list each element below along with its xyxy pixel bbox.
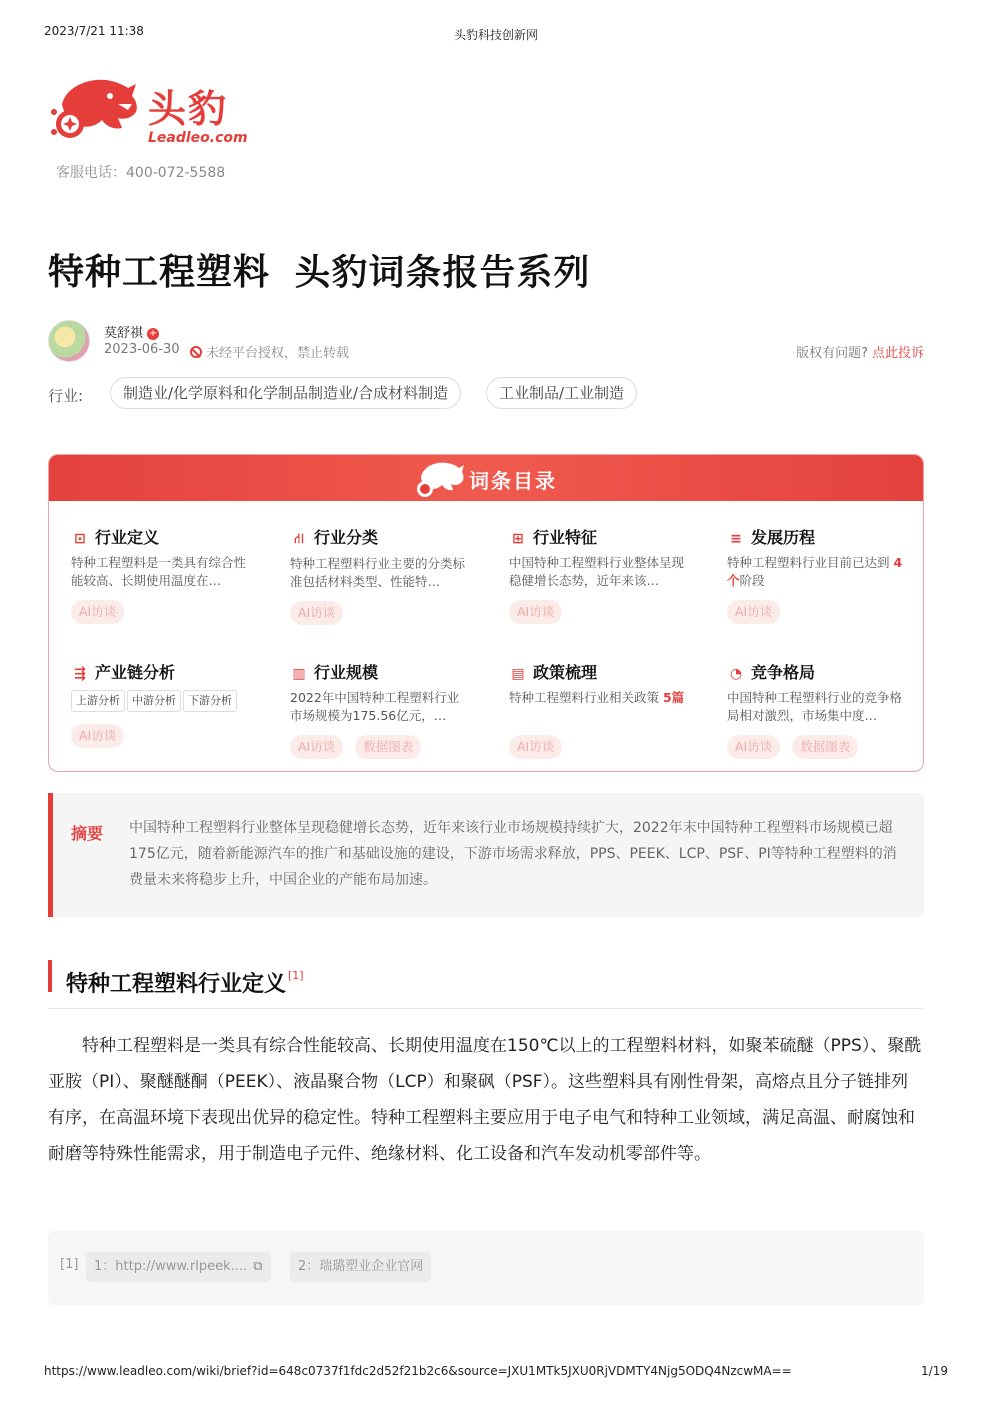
toc-title: 词条目录 xyxy=(469,469,557,493)
chain-subsections xyxy=(71,689,251,712)
avatar[interactable] xyxy=(48,320,90,362)
service-phone: 客服电话：400-072-5588 xyxy=(56,165,226,181)
toc-item-history[interactable] xyxy=(727,525,907,624)
print-site-title: 头豹科技创新网 xyxy=(453,28,538,42)
toc-item-actions xyxy=(509,735,689,759)
upstream-analysis-chip[interactable]: 上游分析 xyxy=(71,690,125,712)
toc-item-title: 竞争格局 xyxy=(751,663,816,682)
ai-interview-button[interactable]: AI访谈 xyxy=(509,735,562,759)
toc-item-actions xyxy=(727,735,907,759)
reference-number: [1] xyxy=(60,1257,79,1272)
toc-item-desc xyxy=(727,554,907,590)
page-url: https://www.leadleo.com/wiki/brief?id=648c0737f1fdc2d52f21b2c6&source=JXU1MTk5JXU0RjVDMTY4Njg5ODQ4NzcwMA== xyxy=(44,1364,792,1378)
prohibited-icon xyxy=(190,346,202,358)
toc-item-title: 行业特征 xyxy=(533,528,598,547)
leopard-logo-icon xyxy=(48,74,140,144)
repost-notice xyxy=(190,342,349,361)
author-name[interactable]: 莫舒祺 xyxy=(104,326,144,341)
toc-item-desc-suffix: 阶段 xyxy=(739,573,765,588)
brand-logo[interactable] xyxy=(48,74,248,154)
toc-item-heading xyxy=(71,660,251,683)
toc-item-definition[interactable] xyxy=(71,525,251,624)
page-title xyxy=(48,244,590,295)
ai-interview-button[interactable]: AI访谈 xyxy=(290,735,343,759)
external-link-icon: ⧉ xyxy=(253,1259,263,1274)
toc-item-title: 发展历程 xyxy=(751,528,816,547)
toc-item-heading xyxy=(509,660,689,683)
toc-card xyxy=(48,454,924,772)
toc-item-classification[interactable] xyxy=(290,525,470,625)
toc-item-features[interactable] xyxy=(509,525,689,624)
policy-icon: ▤ xyxy=(511,666,525,682)
hierarchy-icon: ⛙ xyxy=(294,531,304,547)
print-header xyxy=(44,24,948,40)
toc-header xyxy=(49,455,923,501)
repost-notice-text: 未经平台授权，禁止转载 xyxy=(206,346,350,361)
title-main: 特种工程塑料 xyxy=(48,252,271,293)
toc-item-heading xyxy=(509,525,689,548)
reference-link[interactable]: 2：瑞璐塑业企业官网 xyxy=(290,1252,431,1282)
toc-item-actions xyxy=(290,735,470,759)
toc-item-desc: 特种工程塑料是一类具有综合性能较高、长期使用温度在… xyxy=(71,555,247,588)
toc-item-desc: 2022年中国特种工程塑料行业市场规模为175.56亿元，… xyxy=(290,690,460,723)
toc-item-title: 行业规模 xyxy=(314,663,379,682)
toc-item-market-size[interactable] xyxy=(290,660,470,759)
toc-item-heading xyxy=(71,525,251,548)
industry-tag[interactable]: 制造业/化学原料和化学制品制造业/合成材料制造 xyxy=(110,377,461,409)
author-bar xyxy=(48,320,924,360)
downstream-analysis-chip[interactable]: 下游分析 xyxy=(183,690,237,712)
ai-interview-button[interactable]: AI访谈 xyxy=(71,724,124,748)
reference-text: 1：http://www.rlpeek.... xyxy=(94,1259,248,1274)
ai-interview-button[interactable]: AI访谈 xyxy=(509,600,562,624)
industry-tag[interactable]: 工业制品/工业制造 xyxy=(486,377,637,409)
stage-count: 4个 xyxy=(727,555,903,588)
leopard-logo-icon xyxy=(413,459,465,499)
summary-text: 中国特种工程塑料行业整体呈现稳健增长态势，近年来该行业市场规模持续扩大，2022年末中国特种工程塑料市场规模已超175亿元，随着新能源汽车的推广和基础设施的建设，下游市场需求释放，PPS、PEEK、LCP、PSF、PI等特种工程塑料的消费量未来将稳步上升，中国企业的产能布局加速。 xyxy=(129,820,897,888)
data-chart-button[interactable]: 数据图表 xyxy=(792,735,858,759)
toc-item-title: 政策梳理 xyxy=(533,663,598,682)
toc-item-heading xyxy=(290,525,470,549)
summary-box xyxy=(48,793,924,917)
reference-link[interactable] xyxy=(86,1252,271,1282)
toc-item-actions xyxy=(71,600,251,624)
toc-item-title: 产业链分析 xyxy=(95,663,176,682)
toc-item-desc: 中国特种工程塑料行业整体呈现稳健增长态势，近年来该… xyxy=(509,555,685,588)
industry-label: 行业: xyxy=(48,387,84,405)
bar-chart-icon: ▥ xyxy=(292,666,306,682)
toc-item-industry-chain[interactable] xyxy=(71,660,251,748)
timeline-icon: ≡ xyxy=(730,531,742,547)
author-name-row[interactable] xyxy=(104,322,159,341)
toc-item-heading xyxy=(290,660,470,683)
toc-item-actions xyxy=(290,601,470,625)
summary-label: 摘要 xyxy=(71,824,104,843)
toc-item-title: 行业定义 xyxy=(95,528,160,547)
ai-interview-button[interactable]: AI访谈 xyxy=(727,735,780,759)
toc-item-heading xyxy=(727,660,907,683)
complaint-link[interactable]: 点此投诉 xyxy=(871,346,924,361)
pie-chart-icon: ◔ xyxy=(729,666,743,682)
divider xyxy=(48,1008,924,1009)
chain-icon: ⇶ xyxy=(74,666,86,682)
title-series: 头豹词条报告系列 xyxy=(294,252,591,293)
toc-item-desc-text: 特种工程塑料行业目前已达到 xyxy=(727,555,894,570)
toc-item-desc-text: 特种工程塑料行业相关政策 xyxy=(509,690,663,705)
toc-item-competition[interactable] xyxy=(727,660,907,759)
toc-item-title: 行业分类 xyxy=(314,528,379,547)
definition-paragraph: 特种工程塑料是一类具有综合性能较高、长期使用温度在150℃以上的工程塑料材料，如聚苯硫醚（PPS）、聚酰亚胺（PI）、聚醚醚酮（PEEK）、液晶聚合物（LCP）和聚砜（PSF）。这些塑料具有刚性骨架，高熔点且分子链排列有序，在高温环境下表现出优异的稳定性。特种工程塑料主要应用于电子电气和特种工业领域，满足高温、耐腐蚀和耐磨等特殊性能需求，用于制造电子元件、绝缘材料、化工设备和汽车发动机零部件等。 xyxy=(48,1036,922,1164)
brand-name-en: Leadleo.com xyxy=(148,130,248,146)
midstream-analysis-chip[interactable]: 中游分析 xyxy=(127,690,181,712)
toc-item-desc xyxy=(509,689,689,725)
section-title xyxy=(48,960,304,997)
brand-name-cn: 头豹 xyxy=(148,87,229,131)
copyright-question: 版权有问题? xyxy=(796,346,868,361)
chip-icon: ⊞ xyxy=(512,531,524,547)
copyright-row xyxy=(796,342,924,361)
page-number: 1/19 xyxy=(921,1364,948,1378)
reference-mark[interactable]: [1] xyxy=(288,969,304,982)
publish-date: 2023-06-30 xyxy=(104,342,180,357)
toc-item-policy[interactable] xyxy=(509,660,689,759)
ai-interview-button[interactable]: AI访谈 xyxy=(727,600,780,624)
toc-item-desc: 特种工程塑料行业主要的分类标准包括材料类型、性能特… xyxy=(290,556,466,589)
references-box xyxy=(48,1231,924,1305)
section-title-text: 特种工程塑料行业定义 xyxy=(66,972,287,997)
print-footer xyxy=(44,1364,948,1380)
toc-item-actions xyxy=(727,600,907,624)
search-icon: ⊡ xyxy=(74,531,86,547)
toc-item-desc: 中国特种工程塑料行业的竞争格局相对激烈，市场集中度… xyxy=(727,690,903,723)
data-chart-button[interactable]: 数据图表 xyxy=(355,735,421,759)
ai-interview-button[interactable]: AI访谈 xyxy=(71,600,124,624)
verified-badge-icon: + xyxy=(148,328,158,339)
policy-count: 5篇 xyxy=(662,690,685,705)
toc-item-actions xyxy=(71,724,251,748)
ai-interview-button[interactable]: AI访谈 xyxy=(290,601,343,625)
toc-item-heading xyxy=(727,525,907,548)
print-date: 2023/7/21 11:38 xyxy=(44,24,144,38)
toc-item-actions xyxy=(509,600,689,624)
